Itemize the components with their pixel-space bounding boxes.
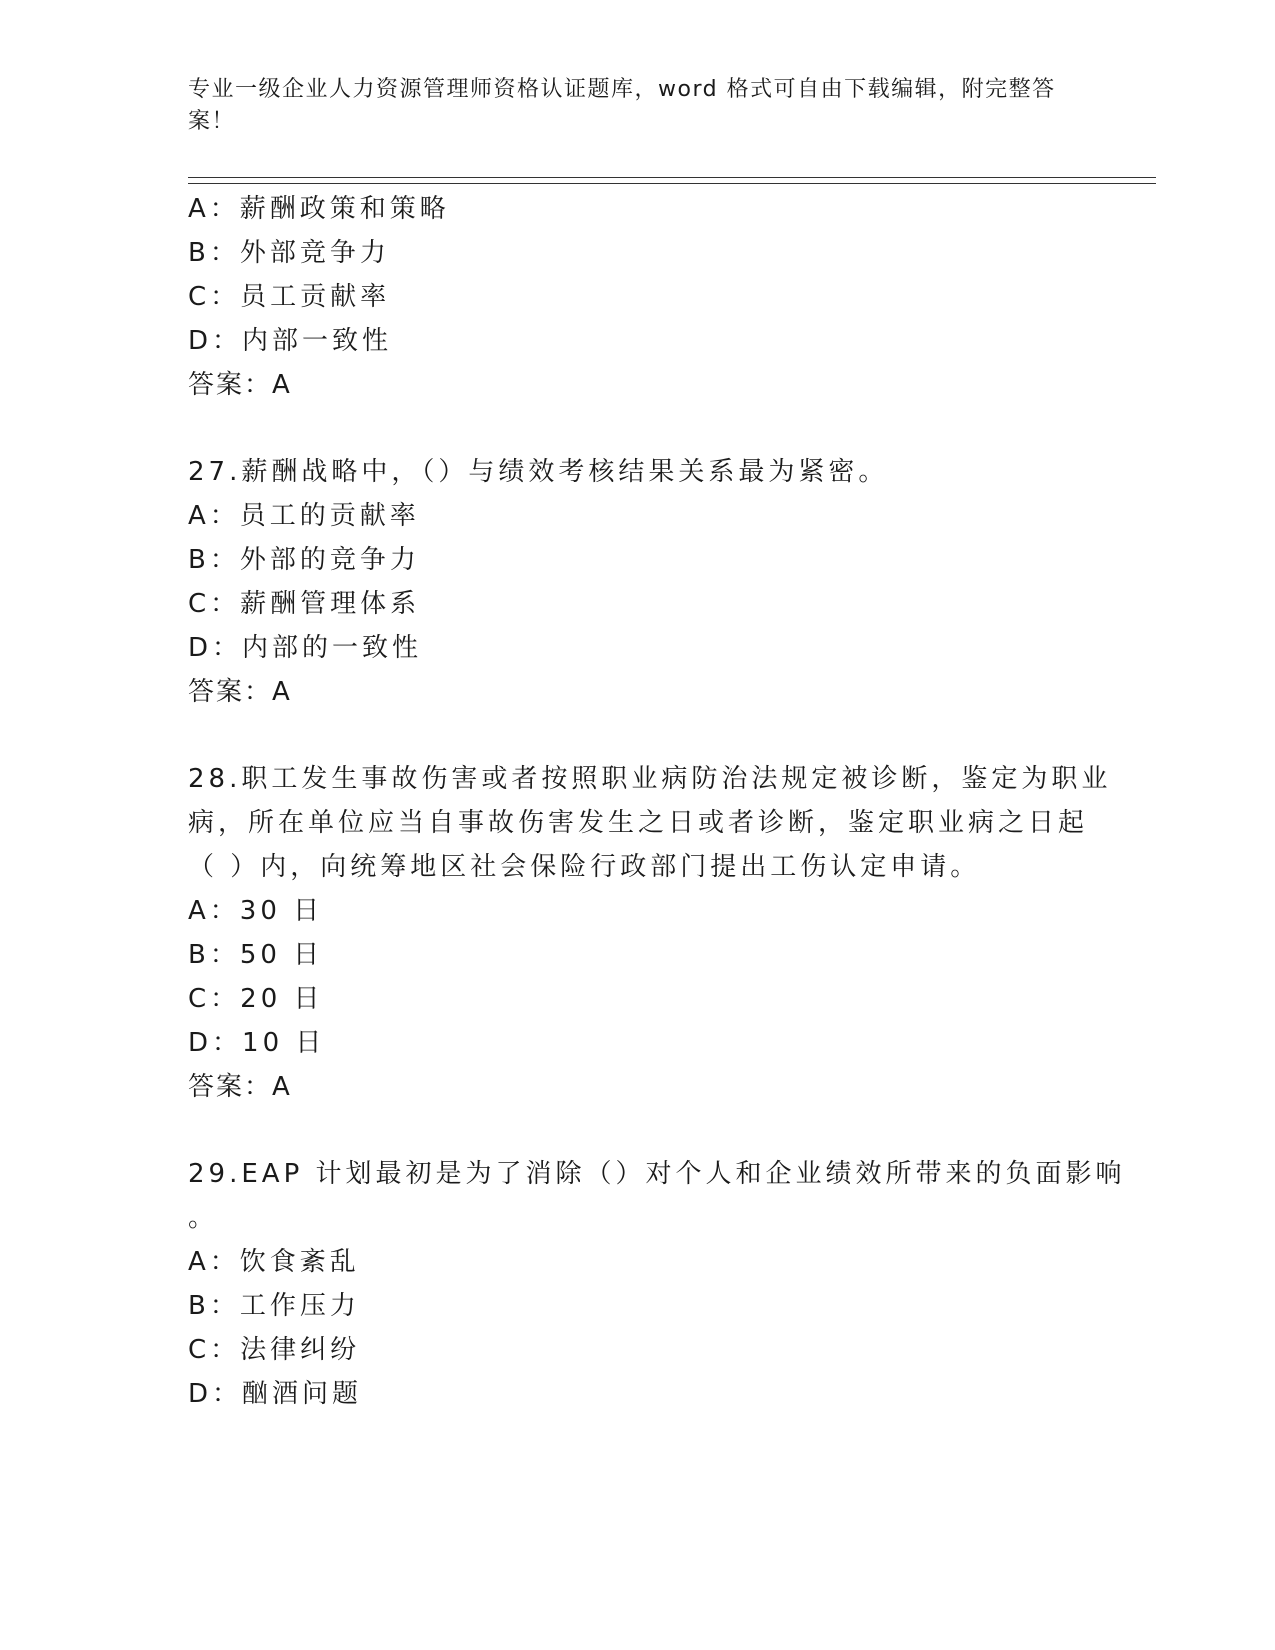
header-divider-bottom bbox=[188, 183, 1156, 184]
q27-option-c: C：薪酬管理体系 bbox=[188, 589, 421, 619]
q29-option-b: B：工作压力 bbox=[188, 1291, 360, 1321]
q29-stem-line-2: 。 bbox=[188, 1203, 219, 1233]
q28-option-b: B：50 日 bbox=[188, 940, 324, 970]
q27-option-a: A：员工的贡献率 bbox=[188, 501, 420, 531]
q29-option-a: A：饮食紊乱 bbox=[188, 1247, 360, 1277]
header-divider-top bbox=[188, 177, 1156, 178]
q27-stem: 27.薪酬战略中，（）与绩效考核结果关系最为紧密。 bbox=[188, 457, 889, 487]
q27-option-b: B：外部的竞争力 bbox=[188, 545, 420, 575]
q27-option-d: D：内部的一致性 bbox=[188, 633, 423, 663]
q28-option-a: A：30 日 bbox=[188, 896, 324, 926]
q29-option-c: C：法律纠纷 bbox=[188, 1335, 361, 1365]
q29-option-d: D：酗酒问题 bbox=[188, 1379, 363, 1409]
q26-option-d: D：内部一致性 bbox=[188, 326, 393, 356]
q26-option-b: B：外部竞争力 bbox=[188, 238, 390, 268]
q28-stem-line-3: （ ）内，向统筹地区社会保险行政部门提出工伤认定申请。 bbox=[188, 852, 981, 882]
q26-option-a: A：薪酬政策和策略 bbox=[188, 194, 450, 224]
q28-stem-line-2: 病，所在单位应当自事故伤害发生之日或者诊断，鉴定职业病之日起 bbox=[188, 808, 1089, 838]
q29-stem-line-1: 29.EAP 计划最初是为了消除（）对个人和企业绩效所带来的负面影响 bbox=[188, 1159, 1126, 1189]
document-header: 专业一级企业人力资源管理师资格认证题库，word 格式可自由下载编辑，附完整答案！ bbox=[188, 77, 1056, 134]
q26-answer: 答案：A bbox=[188, 370, 292, 400]
q28-answer: 答案：A bbox=[188, 1072, 292, 1102]
q28-stem-line-1: 28.职工发生事故伤害或者按照职业病防治法规定被诊断，鉴定为职业 bbox=[188, 764, 1112, 794]
q28-option-d: D：10 日 bbox=[188, 1028, 326, 1058]
q26-option-c: C：员工贡献率 bbox=[188, 282, 391, 312]
q28-option-c: C：20 日 bbox=[188, 984, 324, 1014]
q27-answer: 答案：A bbox=[188, 677, 292, 707]
